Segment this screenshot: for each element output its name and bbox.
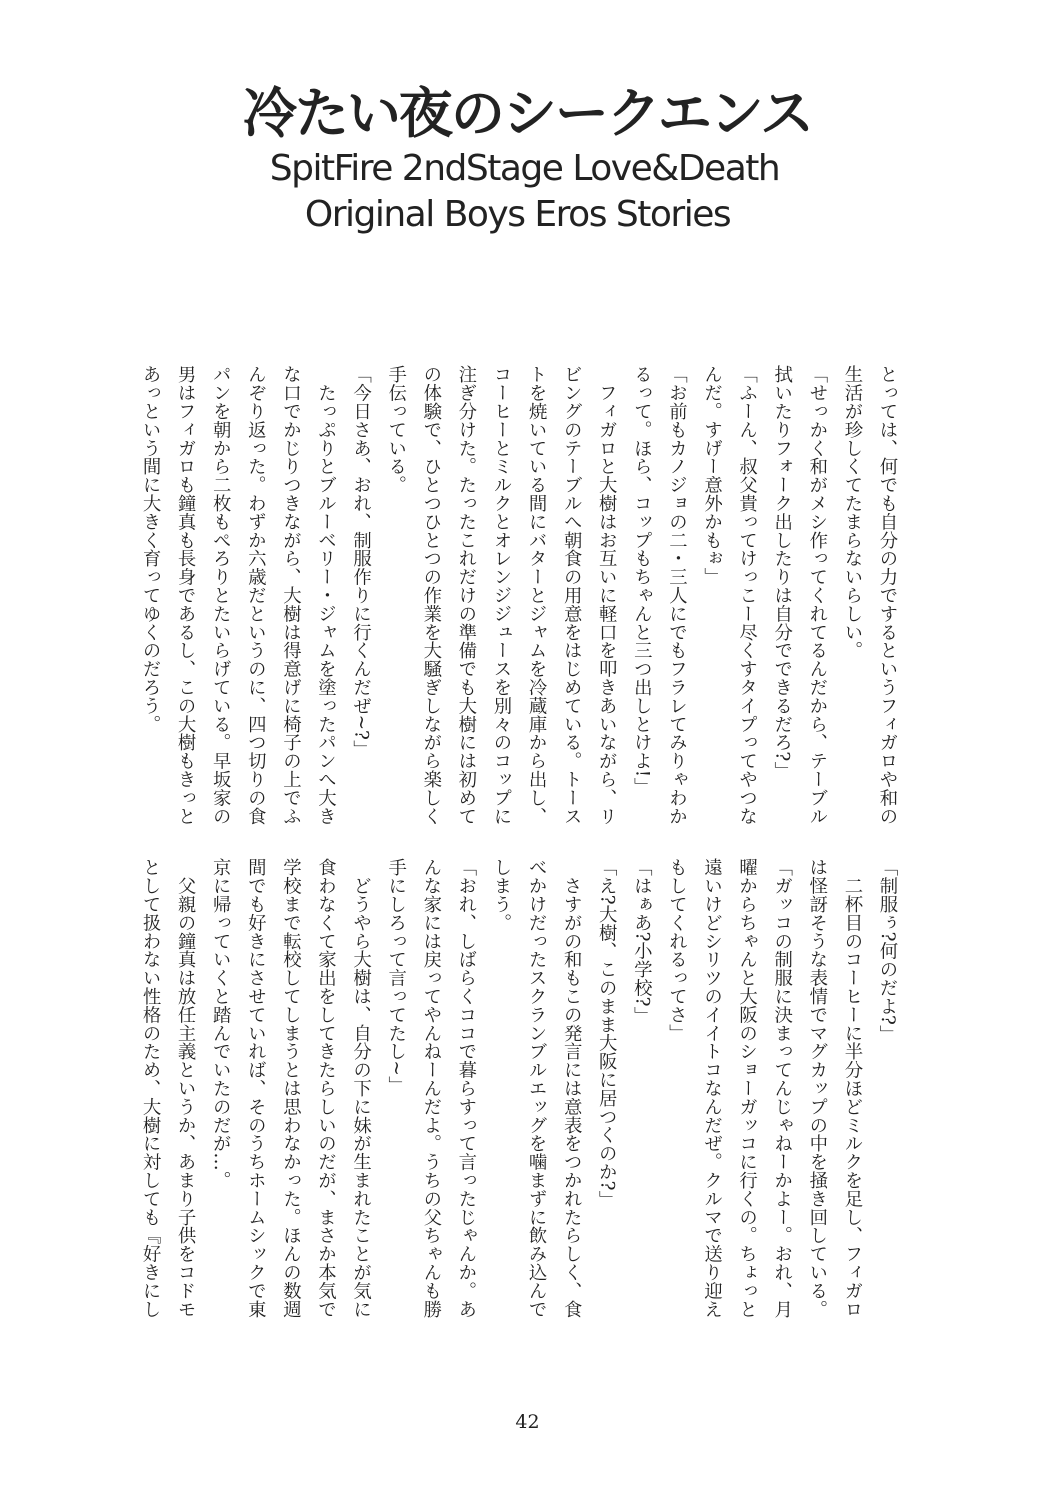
text-column: トを焼いている間にバターとジャムを冷蔵庫から出し、: [526, 365, 548, 825]
text-column: パンを朝から二枚もぺろりとたいらげている。早坂家の: [210, 365, 232, 825]
text-column: 生活が珍しくてたまらないらしい。: [841, 365, 863, 660]
text-column: 曜からちゃんと大阪のショーガッコに行くの。ちょっと: [736, 858, 758, 1318]
text-column: とっては、何でも自分の力でするというフィガロや和の: [877, 365, 898, 825]
text-column: どうやら大樹は、自分の下に妹が生まれたことが気に: [350, 858, 372, 1318]
text-column: 「おれ、しばらくココで暮らすって言ったじゃんか。あ: [455, 858, 477, 1318]
text-column: 父親の鐘真は放任主義というか、あまり子供をコドモ: [175, 858, 197, 1318]
text-block-bottom: [133, 858, 905, 1328]
text-column: あっという間に大きく育ってゆくのだろう。: [140, 365, 162, 733]
text-block-top: [133, 365, 905, 835]
text-column: たっぷりとブルーベリー・ジャムを塗ったパンへ大き: [315, 365, 337, 825]
text-column: んぞり返った。わずか六歳だというのに、四つ切りの食: [245, 365, 267, 825]
story-title: 冷たい夜のシークエンス: [242, 81, 813, 145]
text-column: んだ。すげー意外かもぉ」: [701, 365, 723, 586]
text-column: 「制服ぅ?何のだよ?」: [877, 858, 898, 1044]
text-column: 手にしろって言ってたし~」: [385, 858, 407, 1095]
text-column: 「せっかく和がメシ作ってくれてるんだから、テーブル: [806, 365, 828, 825]
text-column: として扱わない性格のため、大樹に対しても『好きにし: [140, 858, 162, 1318]
text-column: コーヒーとミルクとオレンジジュースを別々のコップに: [490, 365, 512, 825]
text-column: べかけだったスクランブルエッグを噛まずに飲み込んで: [526, 858, 548, 1318]
text-column: 「ふーん、叔父貴ってけっこー尽くすタイプってやつな: [736, 365, 758, 825]
text-column: 食わなくて家出をしてきたらしいのだが、まさか本気で: [315, 858, 337, 1318]
page-number: 42: [515, 1411, 540, 1433]
subtitle-series: SpitFire 2ndStage Love&Death: [269, 148, 780, 189]
text-column: は怪訝そうな表情でマグカップの中を掻き回している。: [806, 858, 828, 1318]
text-column: 二杯目のコーヒーに半分ほどミルクを足し、フィガロ: [841, 858, 863, 1318]
text-column: 京に帰っていくと踏んでいたのだが…。: [210, 858, 232, 1190]
text-column: もしてくれるってさ」: [666, 858, 688, 1042]
text-column: 「はぁあ?小学校?」: [631, 858, 653, 1025]
text-column: 「え?大樹、このまま大阪に居つくのか?」: [596, 858, 618, 1209]
text-column: 学校まで転校してしまうとは思わなかった。ほんの数週: [280, 858, 302, 1318]
text-column: ビングのテーブルへ朝食の用意をはじめている。トース: [561, 365, 583, 825]
text-column: 「お前もカノジョの二・三人にでもフラレてみりゃわか: [666, 365, 688, 825]
text-column: な口でかじりつきながら、大樹は得意げに椅子の上でふ: [280, 365, 302, 825]
text-column: 注ぎ分けた。たったこれだけの準備でも大樹には初めて: [455, 365, 477, 825]
text-column: 手伝っている。: [385, 365, 407, 494]
subtitle-collection: Original Boys Eros Stories: [304, 194, 731, 235]
text-column: の体験で、ひとつひとつの作業を大騒ぎしながら楽しく: [420, 365, 442, 825]
text-column: 拭いたりフォーク出したりは自分でできるだろ?」: [771, 365, 793, 780]
text-column: 遠いけどシリツのイイトコなんだぜ。クルマで送り迎え: [701, 858, 723, 1318]
text-column: 間でも好きにさせていれば、そのうちホームシックで東: [245, 858, 267, 1318]
text-column: さすがの和もこの発言には意表をつかれたらしく、食: [561, 858, 583, 1318]
text-column: 「今日さあ、おれ、制服作りに行くんだぜ~?」: [350, 365, 372, 759]
text-column: フィガロと大樹はお互いに軽口を叩きあいながら、リ: [596, 365, 618, 825]
text-column: るって。ほら、コップもちゃんと三つ出しとけよ!」: [631, 365, 653, 796]
text-column: 男はフィガロも鐘真も長身であるし、この大樹もきっと: [175, 365, 197, 825]
text-column: しまう。: [490, 858, 512, 932]
text-column: 「ガッコの制服に決まってんじゃねーかよー。おれ、月: [771, 858, 793, 1318]
text-column: んな家には戻ってやんねーんだよ。うちの父ちゃんも勝: [420, 858, 442, 1318]
